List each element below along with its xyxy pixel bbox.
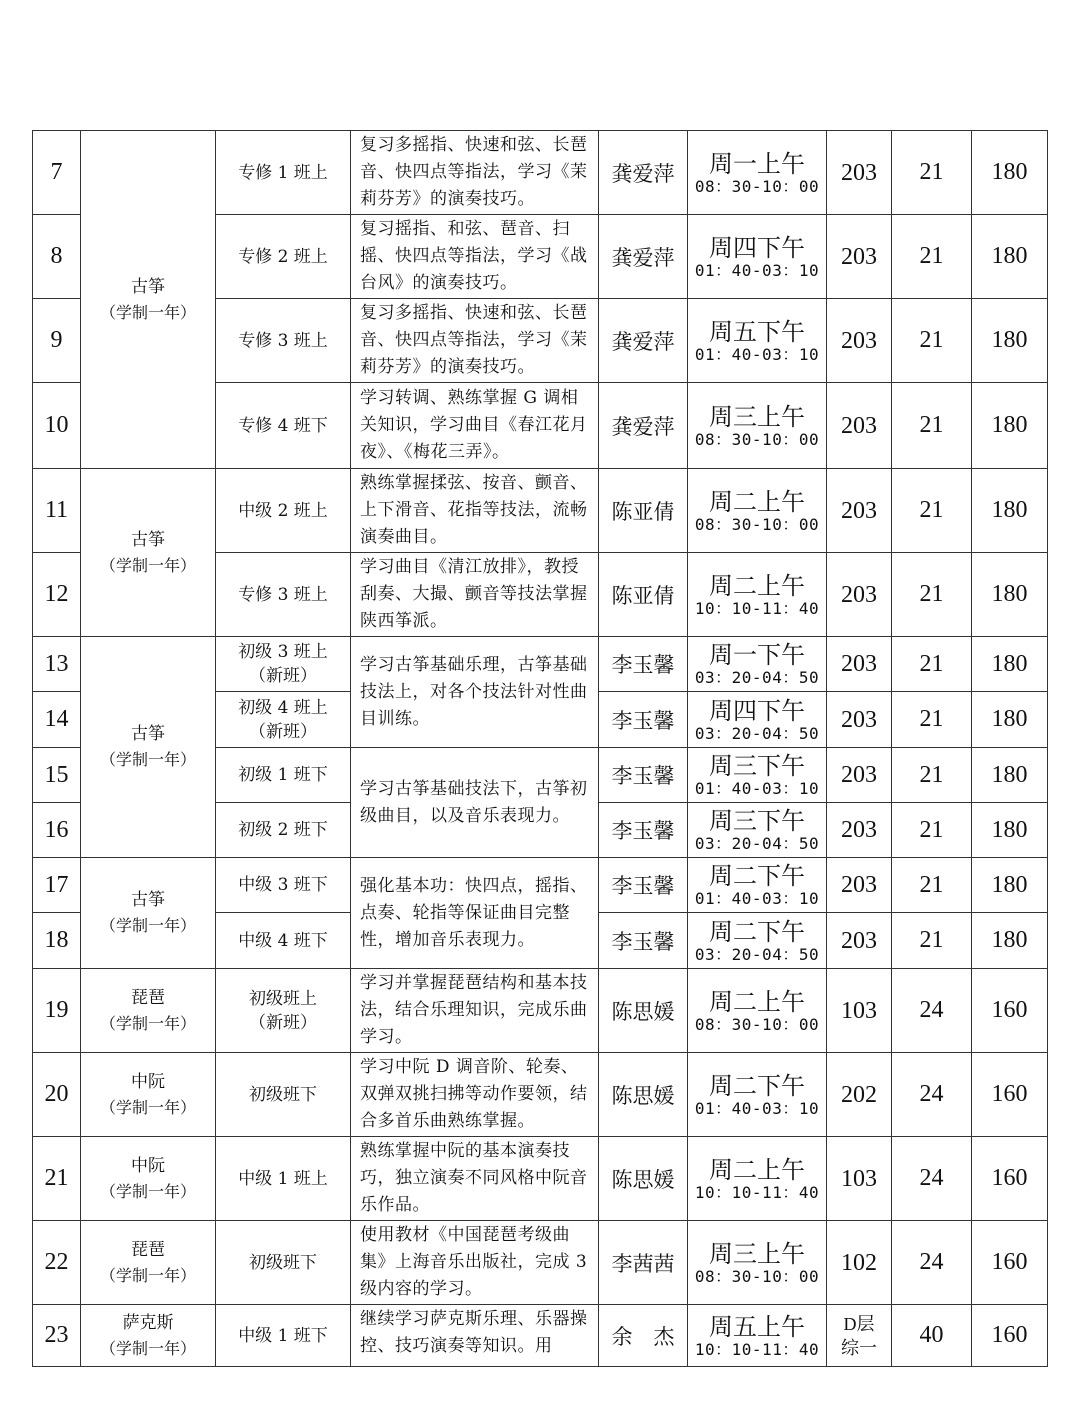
row-number: 17 bbox=[33, 858, 81, 913]
table-row bbox=[33, 469, 1048, 553]
lesson-count: 24 bbox=[892, 969, 972, 1053]
course-name: 古筝 bbox=[131, 276, 165, 297]
class-name-cell bbox=[216, 692, 351, 748]
class-name: 中级 3 班下 bbox=[216, 858, 351, 913]
class-name: 初级班上 bbox=[249, 988, 317, 1009]
course-name: 琵琶 bbox=[131, 987, 165, 1008]
class-hours: 01：40-03：10 bbox=[694, 1098, 820, 1118]
room-number: 202 bbox=[827, 1053, 892, 1137]
room-number: 203 bbox=[827, 553, 892, 637]
class-name: 专修 4 班下 bbox=[216, 383, 351, 469]
time-cell bbox=[688, 969, 827, 1053]
fee: 160 bbox=[972, 1137, 1048, 1221]
teacher-name: 李玉馨 bbox=[599, 803, 688, 858]
room-number: 203 bbox=[827, 383, 892, 469]
teacher-name: 余 杰 bbox=[599, 1305, 688, 1367]
teacher-name: 龚爱萍 bbox=[599, 383, 688, 469]
class-name: 专修 3 班上 bbox=[216, 553, 351, 637]
lesson-count: 21 bbox=[892, 858, 972, 913]
class-name-cell bbox=[216, 969, 351, 1053]
teacher-name: 李玉馨 bbox=[599, 637, 688, 692]
lesson-count: 21 bbox=[892, 215, 972, 299]
course-duration: （学制一年） bbox=[99, 302, 196, 322]
class-day: 周二下午 bbox=[709, 1071, 805, 1100]
class-day: 周二上午 bbox=[709, 1155, 805, 1184]
class-day: 周四下午 bbox=[709, 233, 805, 262]
teacher-name: 陈思媛 bbox=[599, 1053, 688, 1137]
time-cell bbox=[688, 692, 827, 748]
table-row bbox=[33, 1053, 1048, 1137]
course-duration: （学制一年） bbox=[99, 1097, 196, 1117]
row-number: 22 bbox=[33, 1221, 81, 1305]
class-day: 周一下午 bbox=[709, 641, 805, 669]
class-name: 专修 3 班上 bbox=[216, 299, 351, 383]
time-cell bbox=[688, 469, 827, 553]
teacher-name: 李玉馨 bbox=[599, 692, 688, 748]
fee: 160 bbox=[972, 1053, 1048, 1137]
class-day: 周二下午 bbox=[709, 917, 805, 946]
class-name: 中级 1 班下 bbox=[216, 1305, 351, 1367]
lesson-count: 24 bbox=[892, 1053, 972, 1137]
class-hours: 01：40-03：10 bbox=[694, 779, 820, 798]
course-name-cell bbox=[81, 1053, 216, 1137]
room-number: 203 bbox=[827, 131, 892, 215]
fee: 180 bbox=[972, 299, 1048, 383]
course-duration: （学制一年） bbox=[99, 750, 196, 769]
course-duration: （学制一年） bbox=[99, 1265, 196, 1285]
fee: 160 bbox=[972, 1221, 1048, 1305]
room-number: 203 bbox=[827, 692, 892, 748]
lesson-count: 21 bbox=[892, 748, 972, 803]
class-name: 中级 4 班下 bbox=[216, 913, 351, 969]
time-cell bbox=[688, 383, 827, 469]
class-hours: 01：40-03：10 bbox=[694, 344, 820, 364]
teacher-name: 李茜茜 bbox=[599, 1221, 688, 1305]
course-content: 学习并掌握琵琶结构和基本技法，结合乐理知识，完成乐曲学习。 bbox=[351, 969, 599, 1053]
class-name: 初级 3 班上 bbox=[238, 642, 328, 662]
class-day: 周二上午 bbox=[709, 487, 805, 516]
class-hours: 03：20-04：50 bbox=[694, 668, 820, 687]
row-number: 19 bbox=[33, 969, 81, 1053]
class-hours: 01：40-03：10 bbox=[694, 889, 820, 908]
class-name-cell bbox=[216, 637, 351, 692]
fee: 180 bbox=[972, 858, 1048, 913]
row-number: 13 bbox=[33, 637, 81, 692]
class-hours: 10：10-11：40 bbox=[694, 1182, 820, 1202]
lesson-count: 21 bbox=[892, 553, 972, 637]
lesson-count: 40 bbox=[892, 1305, 972, 1367]
class-hours: 08：30-10：00 bbox=[694, 1266, 820, 1286]
course-content: 复习摇指、和弦、琶音、扫摇、快四点等指法，学习《战台风》的演奏技巧。 bbox=[351, 215, 599, 299]
course-content: 学习曲目《清江放排》，教授刮奏、大撮、颤音等技法掌握陕西筝派。 bbox=[351, 553, 599, 637]
fee: 180 bbox=[972, 913, 1048, 969]
course-name-cell bbox=[81, 469, 216, 637]
course-name-cell bbox=[81, 858, 216, 969]
row-number: 14 bbox=[33, 692, 81, 748]
teacher-name: 李玉馨 bbox=[599, 913, 688, 969]
row-number: 7 bbox=[33, 131, 81, 215]
class-hours: 03：20-04：50 bbox=[694, 723, 820, 743]
class-hours: 01：40-03：10 bbox=[694, 260, 820, 280]
row-number: 8 bbox=[33, 215, 81, 299]
teacher-name: 李玉馨 bbox=[599, 748, 688, 803]
course-name: 古筝 bbox=[131, 724, 165, 744]
row-number: 10 bbox=[33, 383, 81, 469]
class-hours: 08：30-10：00 bbox=[694, 1014, 820, 1034]
row-number: 11 bbox=[33, 469, 81, 553]
class-day: 周五上午 bbox=[709, 1312, 805, 1341]
teacher-name: 陈亚倩 bbox=[599, 553, 688, 637]
room-number: 102 bbox=[827, 1221, 892, 1305]
room-number: 203 bbox=[827, 858, 892, 913]
fee: 180 bbox=[972, 748, 1048, 803]
lesson-count: 21 bbox=[892, 637, 972, 692]
teacher-name: 龚爱萍 bbox=[599, 299, 688, 383]
lesson-count: 24 bbox=[892, 1137, 972, 1221]
teacher-name: 龚爱萍 bbox=[599, 215, 688, 299]
fee: 160 bbox=[972, 969, 1048, 1053]
class-day: 周四下午 bbox=[709, 696, 805, 725]
class-name: 中级 1 班上 bbox=[216, 1137, 351, 1221]
room-number: 103 bbox=[827, 969, 892, 1053]
row-number: 18 bbox=[33, 913, 81, 969]
row-number: 15 bbox=[33, 748, 81, 803]
time-cell bbox=[688, 299, 827, 383]
fee: 160 bbox=[972, 1305, 1048, 1367]
class-day: 周三上午 bbox=[709, 1239, 805, 1268]
lesson-count: 21 bbox=[892, 469, 972, 553]
row-number: 9 bbox=[33, 299, 81, 383]
course-content: 复习多摇指、快速和弦、长琶音、快四点等指法，学习《茉莉芬芳》的演奏技巧。 bbox=[351, 131, 599, 215]
class-hours: 03：20-04：50 bbox=[694, 834, 820, 853]
course-duration: （学制一年） bbox=[99, 916, 196, 935]
time-cell bbox=[688, 1053, 827, 1137]
class-name: 专修 1 班上 bbox=[216, 131, 351, 215]
class-day: 周五下午 bbox=[709, 317, 805, 346]
table-row bbox=[33, 969, 1048, 1053]
class-day: 周三上午 bbox=[709, 402, 805, 431]
course-content: 强化基本功：快四点，摇指、点奏、轮指等保证曲目完整性，增加音乐表现力。 bbox=[351, 858, 599, 969]
class-hours: 10：10-11：40 bbox=[694, 1339, 820, 1359]
class-hours: 03：20-04：50 bbox=[694, 944, 820, 964]
room-number: 203 bbox=[827, 215, 892, 299]
table-row bbox=[33, 1221, 1048, 1305]
class-name: 初级 1 班下 bbox=[216, 748, 351, 803]
fee: 180 bbox=[972, 215, 1048, 299]
room-number: 203 bbox=[827, 637, 892, 692]
time-cell bbox=[688, 1305, 827, 1367]
lesson-count: 21 bbox=[892, 299, 972, 383]
row-number: 16 bbox=[33, 803, 81, 858]
class-hours: 08：30-10：00 bbox=[694, 176, 820, 196]
room-floor: D层 bbox=[843, 1313, 875, 1334]
time-cell bbox=[688, 748, 827, 803]
class-hours: 08：30-10：00 bbox=[694, 429, 820, 449]
room-number: 203 bbox=[827, 803, 892, 858]
course-name-cell bbox=[81, 637, 216, 858]
course-name: 古筝 bbox=[131, 529, 165, 550]
table-row bbox=[33, 131, 1048, 215]
time-cell bbox=[688, 858, 827, 913]
course-name: 中阮 bbox=[131, 1155, 165, 1176]
course-content: 继续学习萨克斯乐理、乐器操控、技巧演奏等知识。用 bbox=[351, 1305, 599, 1367]
lesson-count: 21 bbox=[892, 692, 972, 748]
course-content: 学习中阮 D 调音阶、轮奏、双弹双挑扫拂等动作要领，结合多首乐曲熟练掌握。 bbox=[351, 1053, 599, 1137]
class-name: 初级班下 bbox=[216, 1221, 351, 1305]
course-schedule-table bbox=[32, 130, 1048, 1367]
teacher-name: 龚爱萍 bbox=[599, 131, 688, 215]
course-duration: （学制一年） bbox=[99, 555, 196, 575]
class-hours: 10：10-11：40 bbox=[694, 598, 820, 618]
course-name: 中阮 bbox=[131, 1071, 165, 1092]
class-day: 周一上午 bbox=[709, 149, 805, 178]
lesson-count: 21 bbox=[892, 913, 972, 969]
time-cell bbox=[688, 553, 827, 637]
room-number: 103 bbox=[827, 1137, 892, 1221]
course-content: 学习古筝基础乐理，古筝基础技法上，对各个技法针对性曲目训练。 bbox=[351, 637, 599, 748]
time-cell bbox=[688, 1137, 827, 1221]
class-day: 周二下午 bbox=[709, 862, 805, 890]
class-name: 中级 2 班上 bbox=[216, 469, 351, 553]
fee: 180 bbox=[972, 383, 1048, 469]
time-cell bbox=[688, 637, 827, 692]
fee: 180 bbox=[972, 553, 1048, 637]
teacher-name: 李玉馨 bbox=[599, 858, 688, 913]
course-content: 学习转调、熟练掌握 G 调相关知识，学习曲目《春江花月夜》、《梅花三弄》。 bbox=[351, 383, 599, 469]
lesson-count: 21 bbox=[892, 803, 972, 858]
lesson-count: 21 bbox=[892, 131, 972, 215]
fee: 180 bbox=[972, 803, 1048, 858]
lesson-count: 21 bbox=[892, 383, 972, 469]
table-row bbox=[33, 1305, 1048, 1367]
row-number: 21 bbox=[33, 1137, 81, 1221]
course-content: 学习古筝基础技法下，古筝初级曲目，以及音乐表现力。 bbox=[351, 748, 599, 858]
row-number: 23 bbox=[33, 1305, 81, 1367]
class-note: （新班） bbox=[249, 666, 317, 686]
class-hours: 08：30-10：00 bbox=[694, 514, 820, 534]
time-cell bbox=[688, 215, 827, 299]
table-row bbox=[33, 637, 1048, 692]
room-name: 综一 bbox=[841, 1337, 877, 1358]
room-number: 203 bbox=[827, 299, 892, 383]
course-name-cell bbox=[81, 1305, 216, 1367]
teacher-name: 陈思媛 bbox=[599, 1137, 688, 1221]
time-cell bbox=[688, 131, 827, 215]
course-name: 琵琶 bbox=[131, 1239, 165, 1260]
course-name-cell bbox=[81, 1221, 216, 1305]
class-name: 专修 2 班上 bbox=[216, 215, 351, 299]
room-number: 203 bbox=[827, 748, 892, 803]
course-content: 使用教材《中国琵琶考级曲集》上海音乐出版社，完成 3 级内容的学习。 bbox=[351, 1221, 599, 1305]
fee: 180 bbox=[972, 131, 1048, 215]
row-number: 20 bbox=[33, 1053, 81, 1137]
course-duration: （学制一年） bbox=[99, 1181, 196, 1201]
class-name: 初级班下 bbox=[216, 1053, 351, 1137]
table-row bbox=[33, 858, 1048, 913]
course-name-cell bbox=[81, 1137, 216, 1221]
course-duration: （学制一年） bbox=[99, 1338, 196, 1358]
course-duration: （学制一年） bbox=[99, 1013, 196, 1033]
teacher-name: 陈亚倩 bbox=[599, 469, 688, 553]
class-note: （新班） bbox=[249, 721, 317, 742]
table-row bbox=[33, 1137, 1048, 1221]
fee: 180 bbox=[972, 469, 1048, 553]
course-content: 熟练掌握中阮的基本演奏技巧，独立演奏不同风格中阮音乐作品。 bbox=[351, 1137, 599, 1221]
fee: 180 bbox=[972, 637, 1048, 692]
class-day: 周三下午 bbox=[709, 752, 805, 780]
time-cell bbox=[688, 803, 827, 858]
class-day: 周三下午 bbox=[709, 807, 805, 835]
course-content: 复习多摇指、快速和弦、长琶音、快四点等指法，学习《茉莉芬芳》的演奏技巧。 bbox=[351, 299, 599, 383]
row-number: 12 bbox=[33, 553, 81, 637]
course-name: 古筝 bbox=[131, 890, 165, 910]
room-number: 203 bbox=[827, 913, 892, 969]
class-note: （新班） bbox=[249, 1012, 317, 1033]
class-name: 初级 4 班上 bbox=[238, 697, 328, 718]
room-number: 203 bbox=[827, 469, 892, 553]
teacher-name: 陈思媛 bbox=[599, 969, 688, 1053]
course-content: 熟练掌握揉弦、按音、颤音、上下滑音、花指等技法，流畅演奏曲目。 bbox=[351, 469, 599, 553]
course-name-cell bbox=[81, 131, 216, 469]
class-name: 初级 2 班下 bbox=[216, 803, 351, 858]
fee: 180 bbox=[972, 692, 1048, 748]
course-name-cell bbox=[81, 969, 216, 1053]
room-cell bbox=[827, 1305, 892, 1367]
class-day: 周二上午 bbox=[709, 571, 805, 600]
time-cell bbox=[688, 913, 827, 969]
course-name: 萨克斯 bbox=[122, 1312, 174, 1333]
lesson-count: 24 bbox=[892, 1221, 972, 1305]
time-cell bbox=[688, 1221, 827, 1305]
class-day: 周二上午 bbox=[709, 987, 805, 1016]
